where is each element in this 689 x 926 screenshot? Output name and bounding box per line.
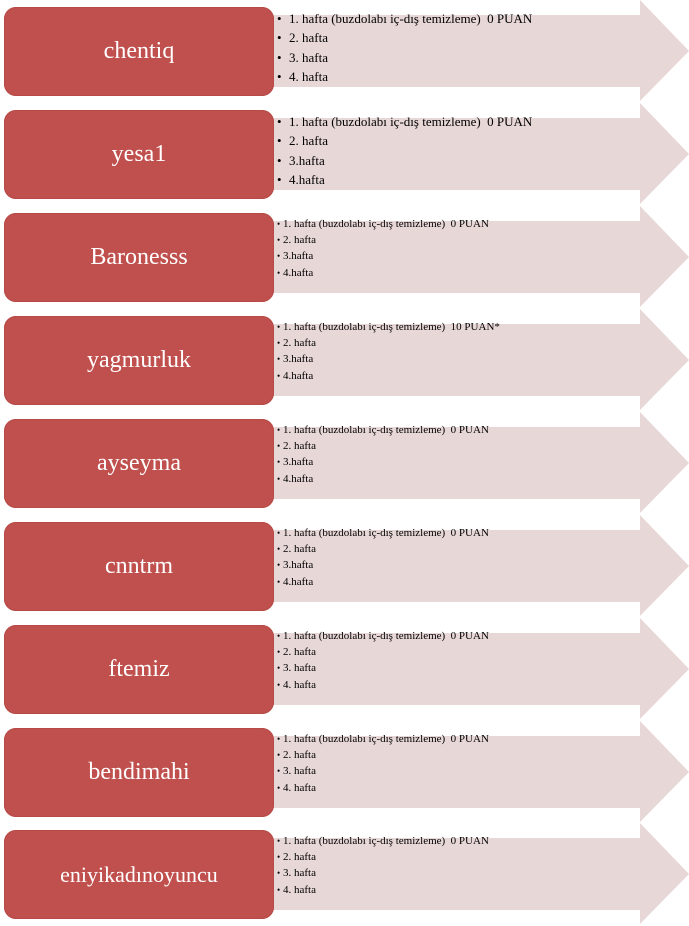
- list-item: • 3. hafta: [277, 865, 489, 881]
- list-item: • 3.hafta: [277, 454, 489, 470]
- list-item: • 2. hafta: [277, 28, 532, 47]
- member-name: yesa1: [111, 141, 167, 167]
- member-label: [4, 625, 274, 714]
- member-label: [4, 830, 274, 919]
- row-eniyikadinoyuncu: [0, 823, 689, 926]
- week-list: [277, 628, 489, 693]
- list-item: • 4. hafta: [277, 882, 489, 898]
- list-item: • 1. hafta (buzdolabı iç-dış temizleme) 0 PUAN: [277, 628, 489, 644]
- list-item: • 2. hafta: [277, 747, 489, 763]
- member-name: yagmurluk: [87, 347, 191, 373]
- list-item: • 1. hafta (buzdolabı iç-dış temizleme) 0 PUAN: [277, 525, 489, 541]
- member-label: [4, 213, 274, 302]
- week-list: [277, 9, 532, 86]
- list-item: • 3. hafta: [277, 660, 489, 676]
- list-item: • 1. hafta (buzdolabı iç-dış temizleme) 10 PUAN*: [277, 319, 500, 335]
- member-name: bendimahi: [88, 759, 190, 785]
- week-list: [277, 319, 500, 384]
- week-list: [277, 216, 489, 281]
- list-item: • 4.hafta: [277, 170, 532, 189]
- week-list: [277, 731, 489, 796]
- list-item: • 2. hafta: [277, 849, 489, 865]
- week-list: [277, 422, 489, 487]
- list-item: • 1. hafta (buzdolabı iç-dış temizleme) 0 PUAN: [277, 9, 532, 28]
- row-ayseyma: [0, 412, 689, 515]
- row-bendimahi: [0, 721, 689, 824]
- member-name: Baronesss: [90, 244, 188, 270]
- row-chentiq: [0, 0, 689, 103]
- member-label: [4, 728, 274, 817]
- list-item: • 1. hafta (buzdolabı iç-dış temizleme) 0 PUAN: [277, 833, 489, 849]
- week-list: [277, 833, 489, 898]
- list-item: • 3.hafta: [277, 248, 489, 264]
- list-item: • 4. hafta: [277, 67, 532, 86]
- list-item: • 3. hafta: [277, 763, 489, 779]
- list-item: • 1. hafta (buzdolabı iç-dış temizleme) 0 PUAN: [277, 422, 489, 438]
- list-item: • 4.hafta: [277, 471, 489, 487]
- list-item: • 4.hafta: [277, 265, 489, 281]
- list-item: • 4. hafta: [277, 677, 489, 693]
- list-item: • 2. hafta: [277, 232, 489, 248]
- member-name: eniyikadınoyuncu: [60, 861, 218, 887]
- row-baronesss: [0, 206, 689, 309]
- row-cnntrm: [0, 515, 689, 618]
- member-name: ftemiz: [108, 656, 170, 682]
- list-item: • 3. hafta: [277, 48, 532, 67]
- member-label: [4, 419, 274, 508]
- list-item: • 4.hafta: [277, 574, 489, 590]
- member-label: [4, 522, 274, 611]
- row-yagmurluk: [0, 309, 689, 412]
- list-item: • 3.hafta: [277, 151, 532, 170]
- list-item: • 3.hafta: [277, 351, 500, 367]
- list-item: • 2. hafta: [277, 438, 489, 454]
- list-item: • 1. hafta (buzdolabı iç-dış temizleme) 0 PUAN: [277, 731, 489, 747]
- row-ftemiz: [0, 618, 689, 721]
- week-list: [277, 112, 532, 189]
- member-label: [4, 316, 274, 405]
- member-label: [4, 7, 274, 96]
- member-name: cnntrm: [105, 553, 173, 579]
- list-item: • 1. hafta (buzdolabı iç-dış temizleme) 0 PUAN: [277, 216, 489, 232]
- list-item: • 3.hafta: [277, 557, 489, 573]
- list-item: • 2. hafta: [277, 644, 489, 660]
- list-item: • 1. hafta (buzdolabı iç-dış temizleme) 0 PUAN: [277, 112, 532, 131]
- member-name: chentiq: [103, 38, 175, 64]
- row-yesa1: [0, 103, 689, 206]
- list-item: • 2. hafta: [277, 541, 489, 557]
- member-name: ayseyma: [97, 450, 181, 476]
- list-item: • 2. hafta: [277, 335, 500, 351]
- member-label: [4, 110, 274, 199]
- list-item: • 2. hafta: [277, 131, 532, 150]
- week-list: [277, 525, 489, 590]
- list-item: • 4.hafta: [277, 368, 500, 384]
- list-item: • 4. hafta: [277, 780, 489, 796]
